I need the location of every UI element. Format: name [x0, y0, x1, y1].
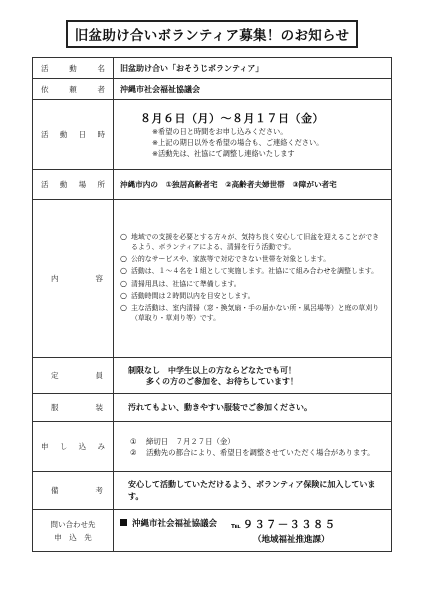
row-content: [33, 200, 392, 358]
application-list: [130, 436, 385, 458]
row-capacity: [33, 358, 392, 394]
value-datetime: [114, 100, 392, 170]
row-activity-name: [33, 58, 392, 79]
value-place: 沖縄市内の ①独居高齢者宅 ②高齢者夫婦世帯 ③障がい者宅: [114, 170, 392, 200]
label-contact: 問い合わせ先 申 込 先: [33, 510, 114, 552]
contact-tel: ９３７－３３８５: [242, 518, 337, 531]
list-item: ○ 公的なサービスや、家族等で対応できない世帯を対象とします。: [120, 254, 331, 264]
row-clothing: [33, 394, 392, 422]
list-item: ○ 活動時間は２時間以内を目安とします。: [120, 290, 255, 300]
value-client: 沖縄市社会福祉協議会: [114, 79, 392, 100]
value-capacity: 制限なし 中学生以上の方ならどなたでも可！ 多くの方のご参加を、お待ちしています！: [114, 358, 392, 394]
contact-dept: （地域福祉推進課）: [253, 534, 330, 545]
label-place: 活 動 場 所: [33, 170, 114, 200]
list-item: ○ 地域での支援を必要とする方々が、気持ち良く安心して旧盆を迎えることができるよう、ボランティアによる、清掃を行う活動です。: [120, 231, 380, 251]
square-bullet-icon: [120, 519, 127, 526]
value-clothing: 汚れてもよい、動きやすい服装でご参加ください。: [114, 394, 392, 422]
value-content: [114, 200, 392, 358]
label-client: 依 頼 者: [33, 79, 114, 100]
label-remarks: 備 考: [33, 472, 114, 510]
row-datetime: [33, 100, 392, 170]
value-contact: [114, 510, 392, 552]
tel-icon: ℡: [231, 520, 241, 530]
label-capacity: 定 員: [33, 358, 114, 394]
list-item: ① 締切日 ７月２７日（金）: [130, 436, 235, 446]
row-contact: [33, 510, 392, 552]
label-datetime: 活 動 日 時: [33, 100, 114, 170]
label-clothing: 服 装: [33, 394, 114, 422]
activity-dates: ８月６日（月）～８月１７日（金）: [140, 112, 324, 125]
list-item: ○ 活動は、１～４名を１組として実施します。社協にて組み合わせを調整します。: [120, 266, 378, 276]
label-application: 申 し 込 み: [33, 422, 114, 472]
row-application: [33, 422, 392, 472]
label-content: 内 容: [33, 200, 114, 358]
page-title: 旧盆助け合いボランティア募集！のお知らせ: [66, 20, 358, 48]
content-list: [120, 232, 385, 324]
row-place: [33, 170, 392, 200]
info-table: [32, 57, 392, 552]
row-remarks: [33, 472, 392, 510]
value-activity-name: 旧盆助け合い「おそうじボランティア」: [114, 58, 392, 79]
value-remarks: 安心して活動していただけるよう、ボランティア保険に加入しています。: [114, 472, 392, 510]
list-item: ○ 主な活動は、室内清掃（窓・換気扇・手の届かない所・風呂場等）と庭の草刈り（草取り・草刈り等）です。: [120, 302, 380, 323]
datetime-notes: ※希望の日と時間をお申し込みください。 ※上記の期日以外を希望の場合も、ご連絡ください。 ※活動先は、社協にて調整し連絡いたします: [152, 127, 324, 158]
list-item: ② 活動先の都合により、希望日を調整させていただく場合があります。: [130, 447, 375, 457]
row-client: [33, 79, 392, 100]
contact-org: 沖縄市社会福祉協議会: [132, 518, 218, 529]
label-activity-name: 活 動 名: [33, 58, 114, 79]
list-item: ○ 清掃用具は、社協にて準備します。: [120, 278, 241, 288]
value-application: [114, 422, 392, 472]
